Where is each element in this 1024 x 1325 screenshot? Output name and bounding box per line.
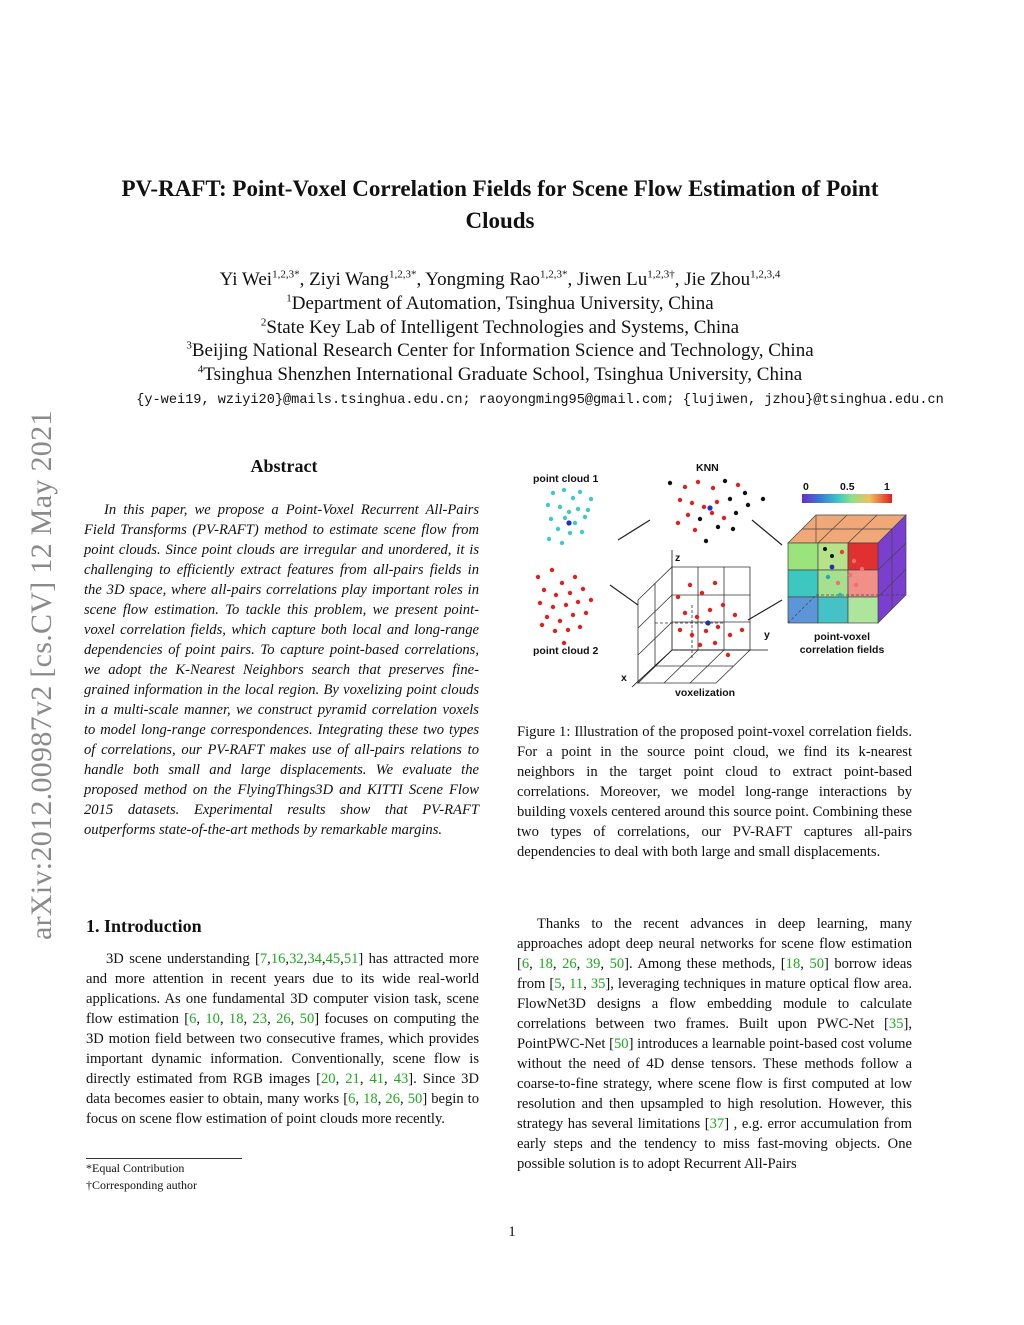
citation-link[interactable]: 43 — [393, 1071, 409, 1087]
point-dot — [761, 497, 765, 501]
point-dot — [713, 641, 717, 645]
point-dot — [700, 591, 704, 595]
point-dot — [589, 598, 593, 602]
point-dot — [683, 611, 687, 615]
text-run: , — [267, 1011, 277, 1027]
point-dot — [838, 593, 842, 597]
text-run: , — [576, 956, 586, 972]
arrows — [610, 520, 782, 620]
point-dot — [562, 488, 566, 492]
point-dot — [696, 480, 700, 484]
point-dot — [707, 505, 712, 510]
point-dot — [683, 485, 687, 489]
citation-link[interactable]: 41 — [369, 1071, 385, 1087]
point-dot — [578, 490, 582, 494]
affiliation-number: 3 — [186, 339, 192, 352]
affiliation-text: Beijing National Research Center for Information Science and Technology, China — [191, 340, 814, 361]
point-dot — [576, 507, 580, 511]
author-superscript: 1,2,3* — [388, 268, 417, 281]
point-dot — [558, 505, 562, 509]
citation-link[interactable]: 6 — [189, 1011, 197, 1027]
colorbar-max: 1 — [884, 481, 890, 493]
text-run: ] introduces a learnable point-based cost volume without the need of 4D dense tensors. These methods follow a coarse-to-fine strategy, where scene flow is first computed at low resolution and then upsampled to high resolution. However, this strategy has several limitations [ — [517, 1036, 912, 1132]
point-dot — [698, 643, 702, 647]
colorbar-min: 0 — [803, 481, 809, 493]
author-name: Jie Zhou$^{1,2,3,4}$ — [684, 268, 781, 290]
point-dot — [581, 587, 585, 591]
point-dot — [551, 605, 555, 609]
citation-link[interactable]: 10 — [205, 1011, 220, 1027]
citation-link[interactable]: 26 — [385, 1091, 401, 1107]
point-cloud-2 — [536, 568, 593, 645]
text-run: , — [285, 951, 290, 967]
citation-link[interactable]: 6 — [521, 956, 530, 972]
point-dot — [564, 603, 568, 607]
author-name: Yongming Rao$^{1,2,3*}$ — [425, 268, 568, 290]
text-run: , — [377, 1091, 386, 1107]
label-voxelization: voxelization — [675, 687, 736, 699]
text-run: , — [800, 956, 810, 972]
point-dot — [542, 588, 546, 592]
text-run: ], PointPWC-Net [ — [517, 1016, 912, 1052]
citation-link[interactable]: 50 — [609, 956, 625, 972]
point-dot — [678, 628, 682, 632]
colorbar-mid: 0.5 — [840, 481, 855, 493]
citation-link[interactable]: 11 — [569, 976, 584, 992]
point-dot — [553, 629, 557, 633]
label-corr-2: correlation fields — [799, 644, 885, 656]
text-run: , — [267, 951, 271, 967]
citation-link[interactable]: 34 — [307, 951, 322, 967]
text-run: 3D scene understanding [ — [106, 951, 260, 967]
point-dot — [556, 527, 560, 531]
footnote-equal-contribution: *Equal Contribution — [86, 1161, 185, 1175]
footnote-corresponding-author: †Corresponding author — [86, 1178, 197, 1192]
affiliation — [150, 316, 850, 340]
citation-link[interactable]: 32 — [289, 951, 304, 967]
point-dot — [560, 541, 564, 545]
citation-link[interactable]: 7 — [259, 951, 268, 967]
point-dot — [731, 527, 735, 531]
text-run: , — [321, 951, 326, 967]
citation-link[interactable]: 26 — [562, 956, 577, 972]
point-dot — [560, 581, 564, 585]
citation-link[interactable]: 5 — [554, 976, 562, 992]
point-dot — [743, 491, 747, 495]
author-name: Yi Wei$^{1,2,3*}$ — [219, 268, 300, 290]
right-column-paragraph — [517, 914, 912, 1174]
point-dot — [848, 573, 852, 577]
point-dot — [728, 497, 732, 501]
arrow-pc1-knn — [618, 520, 650, 540]
citation-link[interactable]: 18 — [785, 956, 801, 972]
point-dot — [698, 517, 702, 521]
citation-link[interactable]: 16 — [270, 951, 286, 967]
point-dot — [723, 479, 727, 483]
point-dot — [571, 613, 575, 617]
citation-link[interactable]: 50 — [299, 1011, 315, 1027]
point-dot — [713, 581, 717, 585]
point-dot — [538, 601, 542, 605]
author-block — [150, 268, 850, 386]
point-dot — [554, 593, 558, 597]
point-dot — [726, 653, 730, 657]
point-dot — [830, 565, 835, 570]
point-dot — [711, 486, 715, 490]
author-superscript: 1,2,3† — [647, 268, 675, 281]
point-dot — [721, 603, 725, 607]
point-dot — [710, 511, 714, 515]
label-point-cloud-1: point cloud 1 — [533, 473, 599, 485]
point-dot — [558, 619, 562, 623]
point-dot — [571, 496, 575, 500]
point-dot — [746, 503, 750, 507]
citation-link[interactable]: 37 — [709, 1116, 725, 1132]
point-dot — [550, 568, 554, 572]
point-dot — [840, 550, 844, 554]
footnote-divider — [86, 1158, 242, 1159]
text-run: ]. Since 3D data becomes easier to obtain, many works [ — [86, 1071, 480, 1107]
text-run: , — [355, 1091, 364, 1107]
voxel-grid — [632, 550, 768, 687]
citation-link[interactable]: 39 — [585, 956, 601, 972]
author-name: Ziyi Wang$^{1,2,3*}$ — [309, 268, 417, 290]
author-superscript: 1,2,3* — [540, 268, 568, 281]
point-dot — [836, 581, 840, 585]
affiliation-text: Tsinghua Shenzhen International Graduate School, Tsinghua University, China — [203, 363, 803, 385]
point-dot — [567, 510, 571, 514]
point-dot — [690, 633, 694, 637]
point-dot — [736, 483, 740, 487]
point-dot — [708, 608, 712, 612]
point-dot — [583, 515, 587, 519]
affiliation-text: State Key Lab of Intelligent Technologies and Systems, China — [266, 316, 740, 338]
point-dot — [536, 575, 540, 579]
citation-link[interactable]: 20 — [320, 1071, 336, 1087]
point-dot — [568, 531, 572, 535]
point-dot — [826, 575, 830, 579]
text-run: , — [243, 1011, 253, 1027]
knn-cloud — [668, 479, 765, 543]
text-run: , — [384, 1071, 394, 1087]
text-run: , — [303, 951, 308, 967]
text-run: ] borrow ideas from [ — [517, 956, 912, 992]
text-run: , — [529, 956, 539, 972]
abstract-text: In this paper, we propose a Point-Voxel Recurrent All-Pairs Field Transforms (PV-RAFT) method to estimate scene flow from point clouds. Since point clouds are irregular and unordered, it is challenging to efficiently extract features from all-pairs fields in the 3D space, where all-pairs correlations play important roles in scene flow estimation. To tackle this problem, we present point-voxel correlation fields, which capture both local and long-range dependencies of point pairs. To capture point-based correlations, we adopt the K-Nearest Neighbors search that preserves fine-grained information in the local region. By voxelizing point clouds in a multi-scale manner, we construct pyramid correlation voxels to model long-range correspondences. Integrating these two types of correlations, our PV-RAFT makes use of all-pairs relations to handle both small and large displacements. We evaluate the proposed method on the FlyingThings3D and KITTI Scene Flow 2015 datasets. Experimental results show that PV-RAFT outperforms state-of-the-art methods by remarkable margins. — [84, 502, 479, 838]
text-run: , — [552, 956, 563, 972]
point-dot — [690, 501, 694, 505]
point-dot — [716, 525, 720, 529]
affiliation — [150, 363, 850, 387]
section-heading-introduction: 1. Introduction — [86, 916, 202, 936]
affiliation-number: 1 — [286, 292, 292, 305]
point-dot — [705, 620, 710, 625]
point-dot — [547, 537, 551, 541]
citation-link[interactable]: 50 — [613, 1036, 629, 1052]
point-dot — [589, 497, 593, 501]
point-dot — [578, 625, 582, 629]
point-dot — [693, 528, 697, 532]
point-dot — [722, 516, 726, 520]
text-run: Thanks to the recent advances in deep learning, many approaches adopt deep neural networks for scene flow estimation [ — [517, 916, 912, 972]
point-dot — [715, 500, 719, 504]
text-run: ], leveraging techniques in mature optical flow area. FlowNet3D designs a flow embedding module to calculate correlations between two frames. Built upon PWC-Net [ — [517, 976, 912, 1032]
point-dot — [728, 633, 732, 637]
point-dot — [716, 625, 720, 629]
figure-1 — [520, 455, 920, 710]
arrow-pc2-voxel — [610, 585, 638, 605]
author-superscript: 1,2,3* — [272, 268, 300, 281]
point-dot — [676, 595, 680, 599]
citation-link[interactable]: 21 — [345, 1071, 360, 1087]
text-run: ] , e.g. error accumulation from early steps and the tendency to miss fast-moving objects. One possible solution is to adopt Recurrent All-Pairs — [517, 1116, 913, 1172]
affiliation-number: 2 — [260, 316, 267, 329]
arxiv-stamp: arXiv:2012.00987v2 [cs.CV] 12 May 2021 — [25, 410, 58, 940]
citation-link[interactable]: 18 — [228, 1011, 244, 1027]
point-dot — [562, 641, 566, 645]
text-run: , — [600, 956, 610, 972]
point-dot — [734, 511, 738, 515]
author-superscript: 1,2,3,4 — [750, 268, 781, 281]
point-dot — [573, 575, 577, 579]
label-knn: KNN — [696, 462, 719, 474]
point-dot — [686, 513, 690, 517]
arrow-knn-corr — [752, 520, 782, 545]
citation-link[interactable]: 23 — [252, 1011, 268, 1027]
citation-link[interactable]: 35 — [590, 976, 606, 992]
author-name: Jiwen $Lu^{1,2,3\dagger}$ — [577, 268, 675, 290]
point-dot — [702, 505, 706, 509]
citation-link[interactable]: 18 — [363, 1091, 378, 1107]
point-dot — [704, 539, 708, 543]
point-dot — [568, 591, 572, 595]
axis-z-label: z — [675, 552, 681, 564]
point-dot — [688, 583, 692, 587]
colorbar-gradient — [802, 494, 892, 503]
citation-link[interactable]: 18 — [538, 956, 553, 972]
affiliation-list — [150, 292, 850, 386]
text-run: ] has attracted more and more attention in recent years due to its wide real-world applications. As one fundamental 3D computer vision task, scene flow estimation [ — [86, 951, 479, 1027]
text-run: ]. Among these methods, [ — [624, 956, 786, 972]
arrow-voxel-corr — [748, 600, 782, 620]
point-dot — [545, 615, 549, 619]
abstract-heading: Abstract — [250, 456, 318, 476]
axis-x-label: x — [621, 672, 627, 684]
point-dot — [695, 615, 699, 619]
axis-y-label: y — [764, 629, 770, 641]
text-run: ] focuses on computing the 3D motion field between two consecutive frames, which provides important dynamic information. Conventionally, scene flow is directly estimated from RGB images [ — [86, 1011, 480, 1087]
point-dot — [584, 611, 588, 615]
point-dot — [860, 567, 864, 571]
text-run: , — [359, 1071, 370, 1087]
citation-link[interactable]: 50 — [407, 1091, 423, 1107]
text-run: , — [400, 1091, 408, 1107]
text-run: , — [335, 1071, 346, 1087]
point-dot — [740, 628, 744, 632]
affiliation-number: 4 — [197, 363, 204, 376]
text-run: , — [196, 1011, 206, 1027]
paper-title: PV-RAFT: Point-Voxel Correlation Fields for Scene Flow Estimation of Point Clouds — [121, 176, 879, 233]
point-dot — [549, 517, 553, 521]
citation-link[interactable]: 51 — [343, 951, 359, 967]
label-corr-1: point-voxel — [813, 631, 871, 643]
point-dot — [580, 530, 584, 534]
text-run: , — [561, 976, 570, 992]
text-run: , — [340, 951, 344, 967]
voxel-points — [676, 581, 744, 657]
text-run: , — [583, 976, 591, 992]
label-point-cloud-2: point cloud 2 — [533, 645, 599, 657]
point-dot — [540, 623, 544, 627]
point-dot — [854, 583, 858, 587]
figure-caption: Figure 1: Illustration of the proposed point-voxel correlation fields. For a point in the source point cloud, we find its k-nearest neighbors in the target point cloud to extract point-based correlations. Moreover, we model long-range interactions by building voxels centered around this source point. Combining these two types of correlations, our PV-RAFT captures all-pairs dependencies to deal with both large and small displacements. — [517, 724, 912, 860]
intro-paragraph — [86, 949, 479, 1129]
point-cloud-1 — [546, 488, 593, 545]
point-dot — [586, 508, 590, 512]
point-dot — [830, 554, 834, 558]
colorbar — [802, 481, 892, 503]
point-dot — [668, 481, 672, 485]
point-dot — [573, 521, 577, 525]
point-dot — [576, 600, 580, 604]
text-run: ] begin to focus on scene flow estimation of point clouds more recently. — [86, 1091, 480, 1127]
point-dot — [676, 521, 680, 525]
citation-link[interactable]: 6 — [348, 1091, 356, 1107]
affiliation — [150, 339, 850, 363]
text-run: , — [290, 1011, 300, 1027]
point-dot — [566, 520, 571, 525]
point-dot — [678, 498, 682, 502]
citation-link[interactable]: 35 — [888, 1016, 904, 1032]
footnotes — [86, 1160, 197, 1194]
correlation-cube — [788, 515, 906, 623]
citation-link[interactable]: 45 — [325, 951, 341, 967]
point-dot — [852, 559, 856, 563]
author-list: Yi Wei$^{1,2,3*}$, Ziyi Wang$^{1,2,3*}$, Yongming Rao$^{1,2,3*}$, Jiwen $Lu^{1,2,3\dagger}$, Jie Zhou$^{1,2,3,4}$ — [219, 268, 781, 290]
affiliation-text: Department of Automation, Tsinghua University, China — [291, 293, 714, 314]
point-dot — [733, 613, 737, 617]
affiliation — [150, 292, 850, 316]
text-run: , — [219, 1011, 229, 1027]
point-dot — [551, 491, 555, 495]
point-dot — [704, 629, 708, 633]
point-dot — [546, 503, 550, 507]
point-dot — [563, 516, 567, 520]
citation-link[interactable]: 50 — [809, 956, 824, 972]
point-dot — [566, 628, 570, 632]
page-number: 1 — [508, 1224, 516, 1240]
citation-link[interactable]: 26 — [276, 1011, 291, 1027]
email-line: {y-wei19, wziyi20}@mails.tsinghua.edu.cn; raoyongming95@gmail.com; {lujiwen, jzhou}@tsinghua.edu.cn — [136, 393, 944, 408]
point-dot — [823, 547, 827, 551]
